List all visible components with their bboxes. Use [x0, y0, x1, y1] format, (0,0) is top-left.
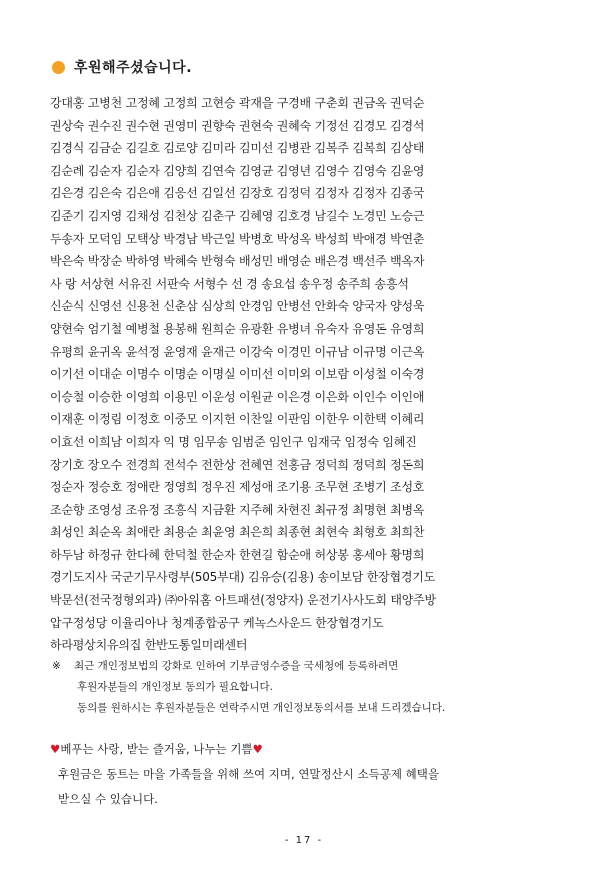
- donor-names-line: 장기호 장오수 전경희 전석수 전한상 전혜연 전홍금 정덕희 정덕희 정돈희: [50, 457, 425, 472]
- donor-names-line: 이승철 이승한 이영희 이용민 이운성 이원균 이은경 이은화 이인수 이인애: [50, 389, 425, 404]
- section-header: [52, 57, 192, 77]
- notice-text: 최근 개인정보법의 강화로 인하여 기부금영수증을 국세청에 등록하려면: [74, 660, 399, 672]
- donor-names-line: 정순자 정승호 정애란 정영희 정우진 제성애 조기용 조무현 조병기 조성호: [50, 480, 425, 495]
- donor-names-line: 유평희 윤귀옥 윤석정 윤영재 윤재근 이강숙 이경민 이규남 이규명 이근옥: [50, 344, 425, 359]
- donor-names-line: 두송자 모덕임 모택상 박경남 박근일 박병호 박성옥 박성희 박애경 박연춘: [50, 231, 425, 246]
- donor-names-line: 김은경 김은숙 김은애 김응선 김일선 김장호 김정덕 김정자 김정자 김종국: [50, 186, 425, 201]
- donor-names-line: 이효선 이희남 이희자 익 명 임무송 임범준 임인구 임재국 임정숙 임혜진: [50, 434, 417, 449]
- sharing-body: 받으실 수 있습니다.: [58, 792, 158, 806]
- privacy-notice: [52, 656, 572, 719]
- sharing-heading-text: 베푸는 사랑, 받는 즐거움, 나누는 기쁨: [60, 742, 253, 756]
- donor-list: [50, 92, 580, 657]
- donor-names-line: 김경식 김금순 김길호 김로양 김미라 김미선 김병관 김복주 김복희 김상태: [50, 141, 425, 156]
- reference-mark-icon: ※: [52, 660, 61, 672]
- donor-names-line: 이재훈 이정림 이정호 이중모 이지헌 이찬일 이판임 이한우 이한택 이혜리: [50, 412, 425, 427]
- donor-names-line: 박문선(전국정형외과) ㈜아워홈 아트패션(정양자) 운전기사사도회 태양주방: [50, 593, 436, 608]
- donor-names-line: 하두남 하정규 한다혜 한덕철 한순자 한현길 함순애 허상봉 홍세아 황명희: [50, 547, 425, 562]
- sharing-body: 후원금은 동트는 마을 가족들을 위해 쓰여 지며, 연말정산시 소득공제 혜택을: [58, 767, 439, 781]
- donor-names-line: 김준기 김지영 김채성 김천상 김춘구 김혜영 김호경 남길수 노경민 노승근: [50, 208, 425, 223]
- donor-names-line: 이기선 이대순 이명수 이명순 이명실 이미선 이미외 이보람 이성철 이숙경: [50, 367, 425, 382]
- donor-names-line: 최성인 최순옥 최애란 최용순 최윤영 최은희 최종현 최현숙 최형호 최희찬: [50, 525, 425, 540]
- donor-names-line: 경기도지사 국군기무사령부(505부대) 김유승(김용) 송이보담 한장협경기도: [50, 570, 436, 585]
- donor-names-line: 박은숙 박장순 박하영 박혜숙 반형숙 배성민 배영순 배은경 백선주 백옥자: [50, 254, 425, 269]
- donor-names-line: 사 랑 서상현 서유진 서판숙 서형수 선 경 송요섭 송우정 송주희 송흥석: [50, 276, 409, 291]
- donor-names-line: 양현숙 엄기철 예병철 용봉해 원희순 유광환 유병녀 유숙자 유영돈 유영희: [50, 321, 425, 336]
- notice-line: 동의를 원하시는 후원자분들은 연락주시면 개인정보동의서를 보내 드리겠습니다.: [77, 702, 446, 714]
- orange-bullet-icon: [52, 61, 65, 74]
- sharing-section: [50, 737, 570, 812]
- section-title: 후원해주셨습니다.: [74, 60, 193, 76]
- donor-names-line: 김순례 김순자 김순자 김양희 김연숙 김영균 김영년 김영수 김영숙 김윤영: [50, 163, 425, 178]
- donor-names-line: 하라평상치유의집 한반도통일미래센터: [50, 638, 248, 653]
- page-number: - 17 -: [284, 835, 324, 846]
- heart-icon: ♥: [252, 742, 263, 756]
- sharing-heading: [50, 737, 570, 762]
- donor-names-line: 권상숙 권수진 권수현 권영미 권향숙 권현숙 권혜숙 기정선 김경모 김경석: [50, 118, 425, 133]
- notice-line: [52, 656, 572, 677]
- heart-icon: ♥: [50, 742, 61, 756]
- donor-names-line: 강대홍 고병천 고정혜 고정희 고현승 곽재을 구경배 구춘회 권금옥 권덕순: [50, 96, 425, 110]
- donor-names-line: 신순식 신영선 신용천 신춘삼 심상희 안경임 안병선 안화숙 양국자 양성욱: [50, 299, 425, 314]
- donor-names-line: 조순향 조영성 조유정 조흥식 지금환 지주혜 차현진 최규정 최명현 최병옥: [50, 502, 425, 517]
- notice-line: 후원자분들의 개인정보 동의가 필요합니다.: [77, 681, 273, 693]
- donor-names-line: 압구정성당 이율리아나 청계종합공구 케녹스사운드 한장협경기도: [50, 615, 384, 630]
